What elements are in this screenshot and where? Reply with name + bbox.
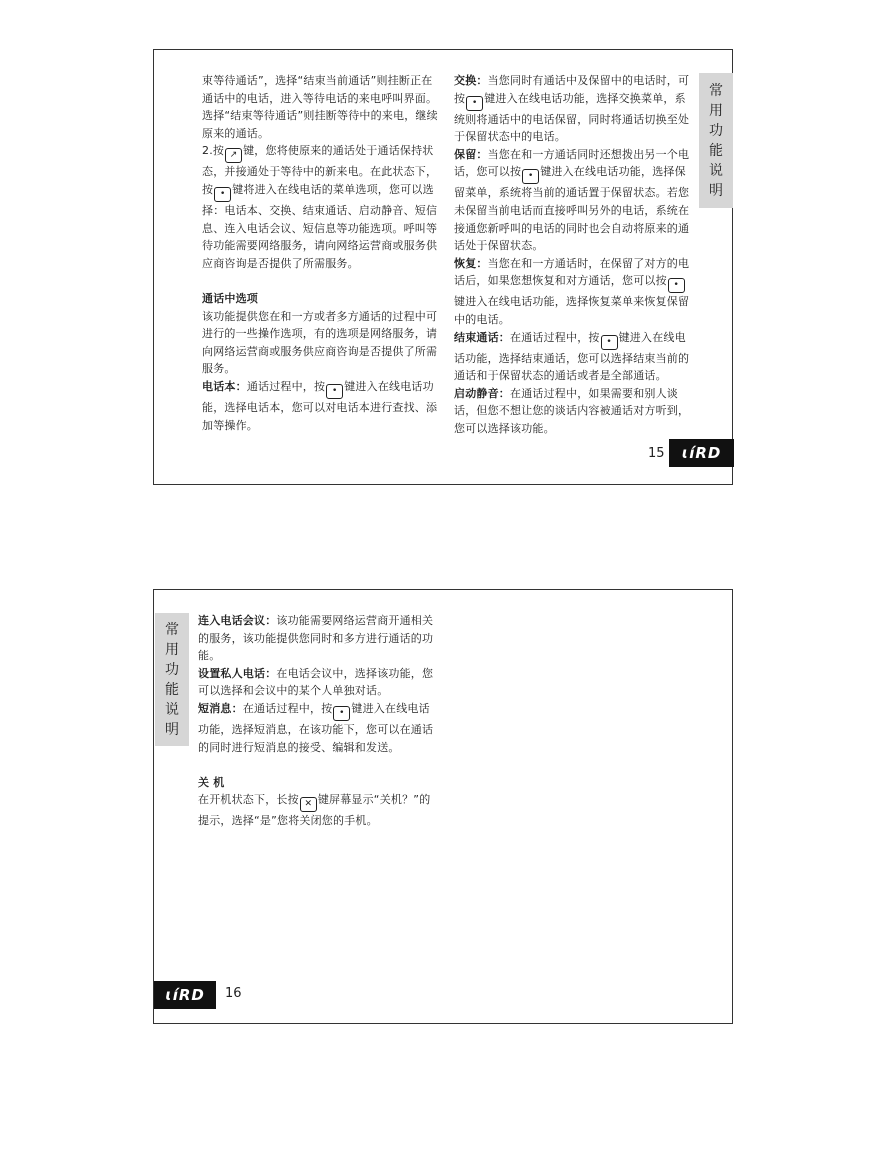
conference-paragraph [198, 612, 438, 665]
text-fragment: 键进入在线电话功能，选择恢复菜单来恢复保留中的电话。 [454, 295, 690, 326]
text-fragment: 在电话会议中，选择该功能，您可以选择和会议中的某个人单独对话。 [198, 666, 434, 698]
text-fragment: 键，您将使原来的通话处于通话保持状态，并接通处于等待中的新来电。在此状态下，按 [202, 144, 438, 196]
resume-paragraph [454, 255, 696, 329]
power-off-paragraph [198, 791, 438, 830]
text-fragment: 当您在和一方通话时，在保留了对方的电话后，如果您想恢复和对方通话，您可以按 [454, 256, 690, 288]
term-label: 电话本： [202, 379, 247, 393]
send-key-icon: ↗ [225, 148, 242, 163]
ok-key-icon: • [601, 335, 618, 350]
term-label: 短消息： [198, 701, 243, 715]
call-waiting-answer-paragraph [202, 142, 442, 272]
in-call-options-paragraph: 该功能提供您在和一方或者多方通话的过程中可进行的一些操作选项，有的选项是网络服务，请向网络运营商或服务供应商咨询是否提供了所需服务。 [202, 309, 438, 376]
term-label: 恢复： [454, 256, 488, 270]
ok-key-icon: • [522, 169, 539, 184]
term-label: 保留： [454, 147, 488, 161]
term-label: 启动静音： [454, 386, 510, 400]
text-fragment: 当您同时有通话中及保留中的电话时，可按 [454, 74, 690, 105]
text-fragment: 在通话过程中，按 [510, 330, 600, 344]
text-fragment: 该功能需要网络运营商开通相关的服务，该功能提供您同时和多方进行通话的功能。 [198, 614, 434, 663]
text-fragment: 通话过程中，按 [246, 379, 326, 393]
text-fragment: 在通话过程中，按 [242, 701, 333, 715]
text-fragment: 键进入在线电话功能，选择保留菜单，系统将当前的通话置于保留状态。若您未保留当前电话而直接呼叫另外的电话，系统在接通您新呼叫的电话的同时也会自动将原来的通话处于保留状态。 [454, 165, 690, 253]
section-heading: 通话中选项 [202, 291, 258, 305]
text-fragment: 键进入在线电话功能，选择电话本，您可以对电话本进行查找、添加等操作。 [202, 379, 438, 432]
ok-key-icon: • [333, 706, 350, 721]
text-fragment: 当您在和一方通话同时还想拨出另一个电话，您可以按 [454, 147, 690, 179]
text-fragment: 键将进入在线电话的菜单选项，您可以选择：电话本、交换、结束通话、启动静音、短信息、连入电话会议、短信息等功能选项。呼叫等待功能需要网络服务，请向网络运营商或服务供应商咨询是否提供了所需服务。 [202, 182, 438, 270]
text-fragment: 在开机状态下，长按 [198, 793, 299, 807]
text-fragment: 键进入在线电话功能，选择结束通话，您可以选择结束当前的通话和于保留状态的通话或者是全部通话。 [454, 330, 690, 383]
ok-key-icon: • [466, 96, 483, 111]
end-key-icon: ✕ [300, 797, 317, 812]
text-fragment: 2.按 [202, 144, 225, 158]
ok-key-icon: • [214, 187, 231, 202]
bird-logo: ɩíRD [669, 439, 734, 467]
hold-paragraph [454, 146, 696, 255]
section-heading: 关 机 [198, 775, 225, 789]
bird-logo: ɩíRD [154, 981, 216, 1009]
chapter-side-tab-label: 常用功能说明 [165, 621, 179, 738]
term-label: 连入电话会议： [198, 614, 277, 627]
chapter-side-tab [699, 73, 733, 208]
phonebook-paragraph [202, 378, 442, 434]
left-column [202, 72, 442, 434]
chapter-side-tab [155, 613, 189, 746]
manual-page-16 [153, 589, 733, 1024]
page-number: 15 [648, 446, 665, 461]
text-fragment: 键进入在线电话功能，选择短消息，在该功能下，您可以在通话的同时进行短消息的接受、编辑和发送。 [198, 701, 434, 754]
end-call-paragraph [454, 329, 696, 385]
page-number: 16 [225, 986, 242, 1001]
right-column [454, 72, 696, 438]
term-label: 交换： [454, 74, 488, 87]
call-waiting-end-paragraph: 束等待通话”，选择“结束当前通话”则挂断正在通话中的电话，进入等待电话的来电呼叫界面。选择“结束等待通话”则挂断等待中的来电，继续原来的通话。 [202, 74, 438, 140]
swap-paragraph [454, 72, 696, 146]
ok-key-icon: • [326, 384, 343, 399]
manual-page-15 [153, 49, 733, 485]
text-fragment: 键进入在线电话功能，选择交换菜单，系统则将通话中的电话保留，同时将通话切换至处于保留状态中的电话。 [454, 91, 690, 144]
text-fragment: 键屏幕显示“关机？”的提示，选择“是”您将关闭您的手机。 [198, 793, 431, 828]
short-message-paragraph [198, 700, 438, 756]
term-label: 设置私人电话： [198, 666, 277, 680]
text-fragment: 在通话过程中，如果需要和别人谈话，但您不想让您的谈话内容被通话对方听到，您可以选择该功能。 [454, 386, 690, 435]
content-column [198, 612, 438, 830]
ok-key-icon: • [668, 278, 685, 293]
term-label: 结束通话： [454, 330, 510, 344]
private-call-paragraph [198, 665, 438, 700]
mute-paragraph [454, 385, 696, 438]
chapter-side-tab-label: 常用功能说明 [709, 82, 723, 199]
